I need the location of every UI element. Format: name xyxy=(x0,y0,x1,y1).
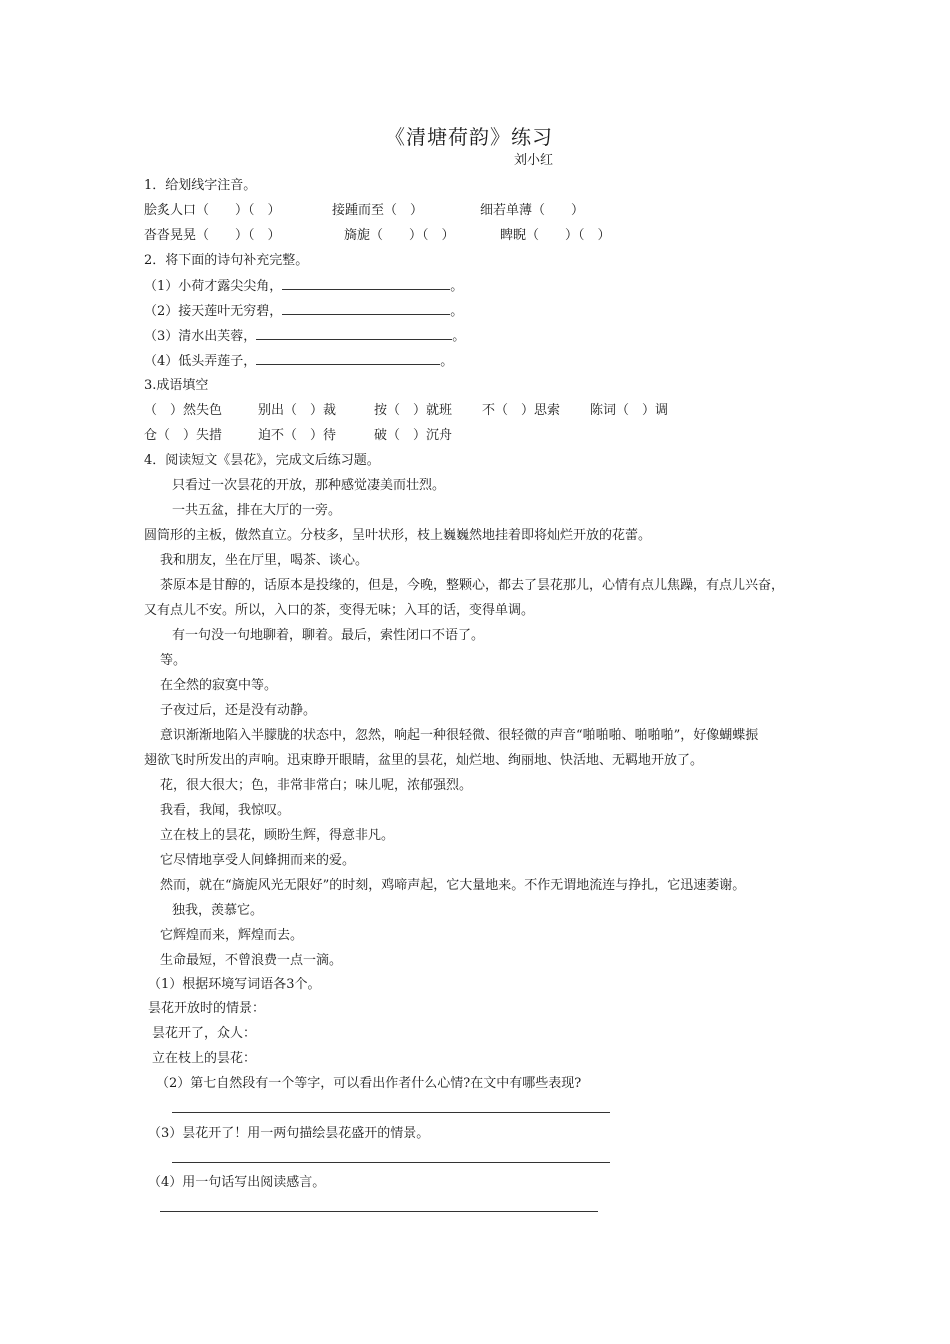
passage-line: 在全然的寂寞中等。 xyxy=(160,678,278,693)
q3-item: 陈词（ ）调 xyxy=(590,403,669,418)
q3-item: 迫不（ ）待 xyxy=(258,428,337,443)
passage-line: 立在枝上的昙花，顾盼生辉，得意非凡。 xyxy=(160,828,395,843)
q3-item: 按（ ）就班 xyxy=(374,403,453,418)
passage-line: 又有点儿不安。所以，入口的茶，变得无味；入耳的话，变得单调。 xyxy=(144,603,535,618)
passage-line: 只看过一次昙花的开放，那种感觉凄美而壮烈。 xyxy=(172,478,446,493)
passage-line: 生命最短，不曾浪费一点一滴。 xyxy=(160,953,343,968)
q3-item: 别出（ ）裁 xyxy=(258,403,337,418)
passage-line: 我看，我闻，我惊叹。 xyxy=(160,803,291,818)
q1-item: 睥睨（ ）（ ） xyxy=(500,228,611,243)
q3-item: 不（ ）思索 xyxy=(482,403,561,418)
q1-item: 脍炙人口（ ）（ ） xyxy=(144,203,281,218)
q4-heading: 4．阅读短文《昙花》，完成文后练习题。 xyxy=(144,453,380,468)
q2-line: （1）小荷才露尖尖角， 。 xyxy=(144,279,464,294)
passage-line: 它辉煌而来，辉煌而去。 xyxy=(160,928,304,943)
passage-line: 子夜过后，还是没有动静。 xyxy=(160,703,317,718)
answer-line xyxy=(160,1211,598,1212)
q3-item: 破（ ）沉舟 xyxy=(374,428,453,443)
q1-item: 沓沓晃晃（ ）（ ） xyxy=(144,228,281,243)
passage-line: 我和朋友，坐在厅里，喝茶、谈心。 xyxy=(160,553,369,568)
passage-line: 它尽情地享受人间蜂拥而来的爱。 xyxy=(160,853,356,868)
passage-line: 有一句没一句地聊着，聊着。最后，索性闭口不语了。 xyxy=(172,628,485,643)
passage-line: 花，很大很大；色，非常非常白；味儿呢，浓郁强烈。 xyxy=(160,778,473,793)
q2-line: （3）清水出芙蓉， 。 xyxy=(144,329,466,344)
sub-question-1-item: 立在枝上的昙花： xyxy=(152,1051,257,1066)
sub-question-1: （1）根据环境写词语各3个。 xyxy=(148,977,321,992)
q3-heading: 3.成语填空 xyxy=(144,378,209,393)
passage-line: 茶原本是甘醇的，话原本是投缘的，但是，今晚，整颗心，都去了昙花那儿，心情有点儿焦躁，有点儿兴奋， xyxy=(160,578,785,593)
q2-line: （4）低头弄莲子， 。 xyxy=(144,354,454,369)
q2-line: （2）接天莲叶无穷碧， 。 xyxy=(144,304,464,319)
passage-line: 圆筒形的主板，傲然直立。分枝多，呈叶状形，枝上巍巍然地挂着即将灿烂开放的花蕾。 xyxy=(144,528,652,543)
passage-line: 独我，羡慕它。 xyxy=(172,903,264,918)
passage-line: 等。 xyxy=(160,653,187,668)
q3-item: （ ）然失色 xyxy=(144,403,223,418)
q3-item: 仓（ ）失措 xyxy=(144,428,223,443)
answer-line xyxy=(172,1112,610,1113)
answer-line xyxy=(172,1162,610,1163)
passage-line: 意识渐渐地陷入半朦胧的状态中，忽然，响起一种很轻微、很轻微的声音“啪啪啪、啪啪啪”，好像蝴蝶振 xyxy=(160,728,759,743)
q1-item: 旖旎（ ）（ ） xyxy=(344,228,455,243)
sub-question-2: （2）第七自然段有一个等字，可以看出作者什么心情?在文中有哪些表现? xyxy=(156,1076,582,1091)
author-name: 刘小红 xyxy=(514,153,554,168)
passage-line: 翅欲飞时所发出的声响。迅束睁开眼睛，盆里的昙花，灿烂地、绚丽地、快活地、无羁地开放了。 xyxy=(144,753,704,768)
q1-item: 细若单薄（ ） xyxy=(480,203,585,218)
sub-question-4: （4）用一句话写出阅读感言。 xyxy=(148,1175,326,1190)
q1-heading: 1．给划线字注音。 xyxy=(144,178,257,193)
q1-item: 接踵而至（ ） xyxy=(332,203,424,218)
passage-line: 一共五盆，排在大厅的一旁。 xyxy=(172,503,342,518)
sub-question-3: （3）昙花开了！用一两句描绘昙花盛开的情景。 xyxy=(148,1126,430,1141)
sub-question-1-item: 昙花开放时的情景： xyxy=(148,1001,266,1016)
passage-line: 然而，就在“旖旎风光无限好”的时刻，鸡啼声起，它大量地来。不作无谓地流连与挣扎，它迅速萎谢。 xyxy=(160,878,746,893)
q2-heading: 2．将下面的诗句补充完整。 xyxy=(144,253,309,268)
sub-question-1-item: 昙花开了，众人： xyxy=(152,1026,257,1041)
page-title: 《清塘荷韵》练习 xyxy=(385,125,553,149)
